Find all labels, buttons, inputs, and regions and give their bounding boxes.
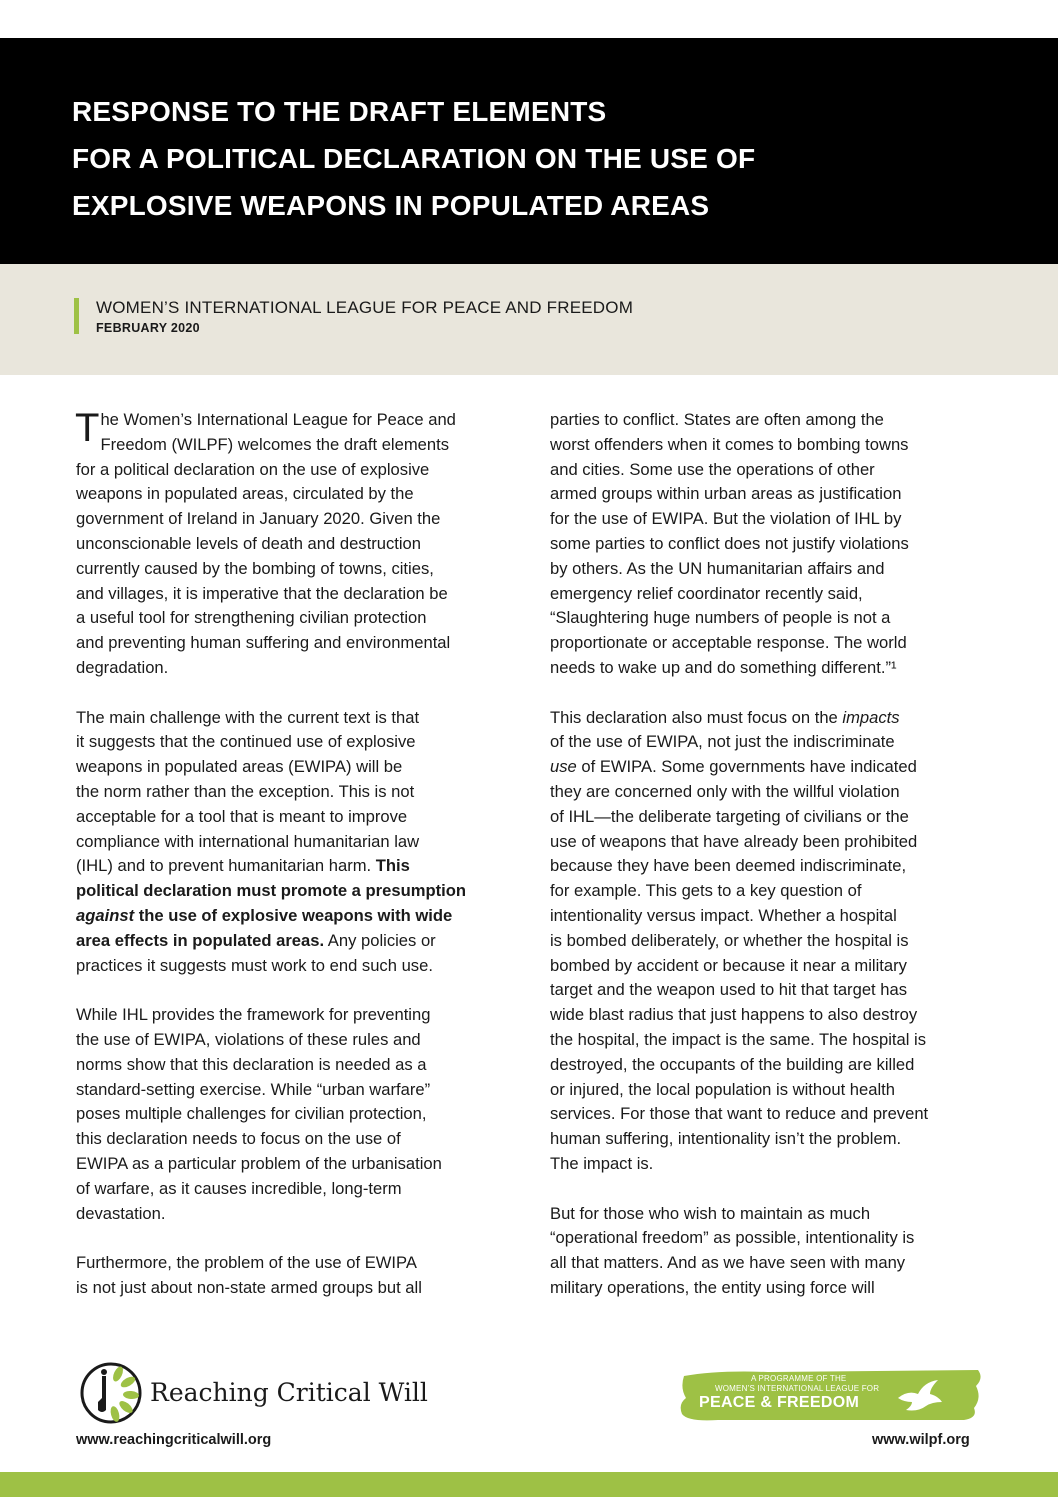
wilpf-logo-line: WOMEN’S INTERNATIONAL LEAGUE FOR [715, 1384, 880, 1393]
text-line: poses multiple challenges for civilian protection, [76, 1104, 427, 1124]
text-line: bombed by accident or because it near a military [550, 955, 907, 975]
text-line: emergency relief coordinator recently said, [550, 583, 863, 603]
text-line: government of Ireland in January 2020. Given the [76, 509, 441, 529]
text-line: of the use of EWIPA, not just the indiscriminate [550, 732, 895, 752]
document-title [72, 88, 992, 229]
text-line: they are concerned only with the willful violation [550, 781, 900, 801]
text-line: human suffering, intentionality isn’t the problem. [550, 1129, 902, 1149]
text-line: practices it suggests must work to end such use. [76, 955, 433, 975]
text-line: a useful tool for strengthening civilian protection [76, 608, 427, 628]
text-line: needs to wake up and do something different.”¹ [550, 657, 897, 677]
title-line: RESPONSE TO THE DRAFT ELEMENTS [72, 96, 607, 127]
paragraph [76, 1003, 516, 1226]
text-line: all that matters. And as we have seen with many [550, 1253, 906, 1273]
text-line: by others. As the UN humanitarian affairs and [550, 558, 885, 578]
text-line: degradation. [76, 657, 169, 677]
text-line: and cities. Some use the operations of other [550, 459, 875, 479]
italic-text-run: impacts [842, 707, 900, 727]
text-line: While IHL provides the framework for preventing [76, 1005, 431, 1025]
paragraph [550, 706, 990, 1177]
wilpf-logo-line: A PROGRAMME OF THE [751, 1374, 847, 1383]
title-line: FOR A POLITICAL DECLARATION ON THE USE OF [72, 143, 756, 174]
text-line: and preventing human suffering and environmental [76, 633, 451, 653]
text-line: or injured, the local population is without health [550, 1079, 896, 1099]
text-line: unconscionable levels of death and destruction [76, 533, 422, 553]
footer-accent-bar [0, 1472, 1058, 1497]
text-line: But for those who wish to maintain as much [550, 1203, 871, 1223]
byline-band [0, 264, 1058, 375]
bold-text-run: This [375, 856, 410, 876]
text-line: of IHL—the deliberate targeting of civilians or the [550, 806, 909, 826]
dove-icon [894, 1376, 944, 1416]
text-line: armed groups within urban areas as justification [550, 484, 902, 504]
text-line [76, 904, 516, 929]
text-line: standard-setting exercise. While “urban warfare” [76, 1079, 431, 1099]
bold-text-line: political declaration must promote a presumption [76, 881, 467, 901]
publication-date: FEBRUARY 2020 [96, 321, 200, 335]
rcw-emblem-icon [80, 1362, 142, 1424]
text-line: “operational freedom” as possible, intentionality is [550, 1228, 915, 1248]
text-line: compliance with international humanitarian law [76, 831, 420, 851]
text-line: military operations, the entity using force will [550, 1277, 875, 1297]
drop-cap: T [75, 406, 100, 450]
text-line: is not just about non-state armed groups but all [76, 1277, 422, 1297]
text-line: The impact is. [550, 1153, 654, 1173]
text-run: This declaration also must focus on the [550, 707, 843, 727]
text-line [550, 755, 990, 780]
text-line: acceptable for a tool that is meant to improve [76, 806, 408, 826]
text-line: worst offenders when it comes to bombing towns [550, 434, 909, 454]
text-line: norms show that this declaration is needed as a [76, 1054, 427, 1074]
text-line: parties to conflict. States are often among the [550, 410, 884, 429]
text-line: it suggests that the continued use of explosive [76, 732, 416, 752]
text-line: weapons in populated areas (EWIPA) will be [76, 757, 403, 777]
wilpf-logo-title: PEACE & FREEDOM [699, 1394, 860, 1411]
text-line: weapons in populated areas, circulated by the [76, 484, 414, 504]
text-line [550, 706, 990, 731]
left-column [76, 408, 516, 1325]
title-line: EXPLOSIVE WEAPONS IN POPULATED AREAS [72, 190, 710, 221]
text-run: of EWIPA. Some governments have indicated [576, 757, 917, 777]
text-line: devastation. [76, 1203, 166, 1223]
bold-text-run: area effects in populated areas. [76, 930, 325, 950]
text-line: “Slaughtering huge numbers of people is not a [550, 608, 891, 628]
text-line: Furthermore, the problem of the use of EWIPA [76, 1253, 417, 1273]
rcw-logo[interactable] [80, 1362, 440, 1424]
paragraph [76, 408, 516, 681]
text-line: is bombed deliberately, or whether the hospital is [550, 930, 909, 950]
text-line: services. For those that want to reduce and prevent [550, 1104, 929, 1124]
italic-text-run: against [76, 905, 135, 925]
text-run: Any policies or [324, 930, 436, 950]
bold-text-run: the use of explosive weapons with wide [134, 905, 453, 925]
wilpf-website-link[interactable]: www.wilpf.org [872, 1432, 970, 1448]
text-line [76, 929, 516, 954]
text-line: because they have been deemed indiscriminate, [550, 856, 907, 876]
text-line: use of weapons that have already been prohibited [550, 831, 918, 851]
text-line: destroyed, the occupants of the building are killed [550, 1054, 915, 1074]
right-column [550, 408, 990, 1325]
text-line: for the use of EWIPA. But the violation of IHL by [550, 509, 902, 529]
italic-text-run: use [550, 757, 577, 777]
text-line: The main challenge with the current text is that [76, 707, 420, 727]
byline-accent-bar [74, 298, 79, 334]
text-run: (IHL) and to prevent humanitarian harm. [76, 856, 376, 876]
text-line: wide blast radius that just happens to also destroy [550, 1005, 918, 1025]
text-line: EWIPA as a particular problem of the urbanisation [76, 1153, 442, 1173]
organization-name: WOMEN’S INTERNATIONAL LEAGUE FOR PEACE AND FREEDOM [96, 298, 634, 317]
text-line: the hospital, the impact is the same. The hospital is [550, 1029, 927, 1049]
text-line: some parties to conflict does not justify violations [550, 533, 909, 553]
text-line: he Women’s International League for Peace and [100, 410, 456, 429]
text-line: this declaration needs to focus on the use of [76, 1129, 401, 1149]
text-line [76, 854, 516, 879]
text-line: the use of EWIPA, violations of these rules and [76, 1029, 421, 1049]
paragraph [550, 408, 990, 681]
text-line: for example. This gets to a key question of [550, 881, 862, 901]
text-line: target and the weapon used to hit that target has [550, 980, 908, 1000]
wilpf-logo[interactable] [678, 1368, 983, 1422]
paragraph [76, 1251, 516, 1301]
text-line: the norm rather than the exception. This is not [76, 781, 415, 801]
paragraph [76, 706, 516, 979]
text-line: intentionality versus impact. Whether a hospital [550, 905, 897, 925]
text-line: proportionate or acceptable response. The world [550, 633, 907, 653]
paragraph [550, 1202, 990, 1301]
rcw-website-link[interactable]: www.reachingcriticalwill.org [76, 1432, 272, 1448]
text-line: Freedom (WILPF) welcomes the draft elements [100, 434, 450, 454]
text-line: for a political declaration on the use of explosive [76, 459, 430, 479]
text-line: currently caused by the bombing of towns, cities, [76, 558, 434, 578]
text-line: of warfare, as it causes incredible, long-term [76, 1178, 402, 1198]
rcw-logo-text: Reaching Critical Will [150, 1378, 428, 1407]
text-line: and villages, it is imperative that the declaration be [76, 583, 448, 603]
